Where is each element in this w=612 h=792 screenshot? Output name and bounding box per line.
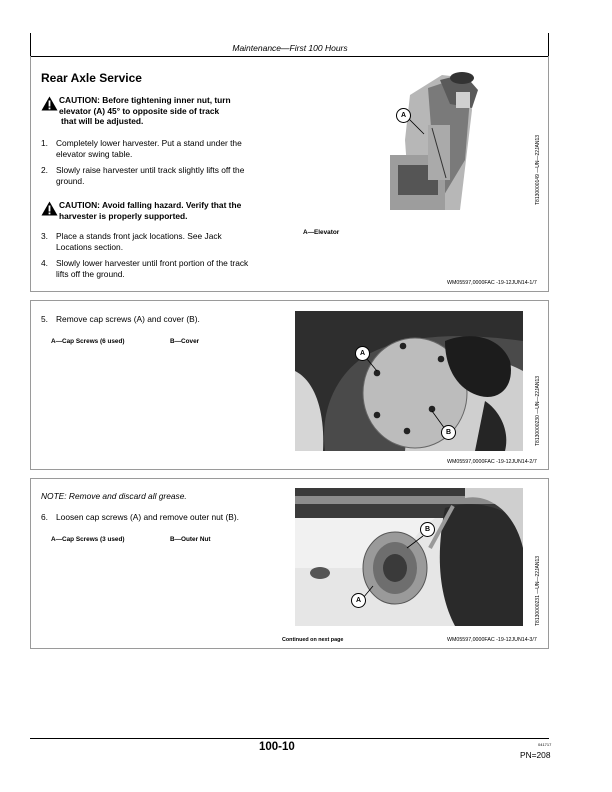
cover-photo [295, 311, 523, 451]
legend-b: B—Cover [170, 338, 200, 345]
section3-right-border [548, 478, 549, 648]
page-header-title: Maintenance—First 100 Hours [232, 43, 348, 53]
step-5 [41, 314, 286, 326]
caution-1-line: that will be adjusted. [61, 116, 144, 126]
section2-left-border [30, 300, 31, 469]
doc-code: WM05597,0000FAC -19-12JUN14-2/7 [447, 459, 537, 465]
step-text [56, 231, 222, 252]
step-6 [41, 512, 286, 524]
image-code: T8130000230 —UN—22JAN13 [535, 375, 541, 446]
pn-label: PN=208 [520, 750, 551, 760]
step-number: 3. [41, 231, 48, 241]
callout-b: B [420, 522, 435, 537]
doc-code: WM05597,0000FAC -19-12JUN14-1/7 [447, 280, 537, 286]
note: NOTE: Remove and discard all grease. [41, 491, 187, 501]
caution-warning-icon [41, 96, 58, 111]
step-1 [41, 138, 286, 160]
step-2 [41, 165, 286, 187]
step-text [56, 165, 244, 186]
section2-top-rule [30, 300, 549, 301]
outer-nut-photo [295, 488, 523, 626]
section3-bottom-rule [30, 648, 549, 649]
page-number: 100-10 [259, 741, 295, 753]
step-line: lifts off the ground. [56, 268, 125, 279]
footer-rule [30, 738, 549, 739]
caution-2-line: CAUTION: Avoid falling hazard. Verify that the [59, 200, 242, 210]
elevator-photo [380, 70, 525, 215]
caution-2 [59, 200, 289, 221]
callout-a: A [355, 346, 370, 361]
image-code: T8130000231 —UN—22JAN13 [535, 555, 541, 626]
step-4 [41, 258, 286, 280]
step-text [56, 258, 248, 279]
section1-bottom-rule [30, 291, 549, 292]
legend-b: B—Outer Nut [170, 536, 211, 543]
step-line: Locations section. [56, 241, 124, 252]
header-rule [30, 56, 549, 57]
callout-a: A [396, 108, 411, 123]
step-number: 2. [41, 165, 48, 175]
legend-a: A—Cap Screws (3 used) [51, 536, 125, 543]
caution-2-line: harvester is properly supported. [59, 210, 188, 221]
caution-1-line: CAUTION: Before tightening inner nut, turn [59, 95, 231, 105]
section1-left-border [30, 56, 31, 291]
step-line: Slowly raise harvester until track slightly lifts off the [56, 165, 245, 175]
legend-a: A—Cap Screws (6 used) [51, 338, 125, 345]
callout-b: B [441, 425, 456, 440]
step-line: elevator swing table. [56, 148, 133, 159]
step-line: ground. [56, 175, 85, 186]
step-line: Place a stands front jack locations. See Jack [56, 231, 222, 241]
step-number: 6. [41, 512, 48, 522]
step-text: Remove cap screws (A) and cover (B). [56, 314, 200, 324]
step-text: Loosen cap screws (A) and remove outer nut (B). [56, 512, 239, 522]
step-line: Slowly lower harvester until front portion of the track [56, 258, 249, 268]
continued-note: Continued on next page [282, 637, 344, 643]
section3-left-border [30, 478, 31, 648]
section1-right-border [548, 56, 549, 291]
step-text [56, 138, 242, 159]
footer-small-code: 041717 [538, 742, 552, 747]
legend-a: A—Elevator [303, 229, 340, 236]
caution-1 [59, 95, 289, 127]
step-number: 1. [41, 138, 48, 148]
step-number: 4. [41, 258, 48, 268]
step-line: Completely lower harvester. Put a stand under the [56, 138, 242, 148]
section2-right-border [548, 300, 549, 469]
section-title: Rear Axle Service [41, 71, 142, 85]
step-number: 5. [41, 314, 48, 324]
section2-bottom-rule [30, 469, 549, 470]
image-code: T8130000149 —UN—22JAN13 [535, 134, 541, 205]
caution-warning-icon [41, 201, 58, 216]
step-3 [41, 231, 286, 253]
callout-a: A [351, 593, 366, 608]
doc-code: WM05597,0000FAC -19-12JUN14-3/7 [447, 637, 537, 643]
caution-1-line: elevator (A) 45° to opposite side of track [59, 105, 220, 116]
section3-top-rule [30, 478, 549, 479]
